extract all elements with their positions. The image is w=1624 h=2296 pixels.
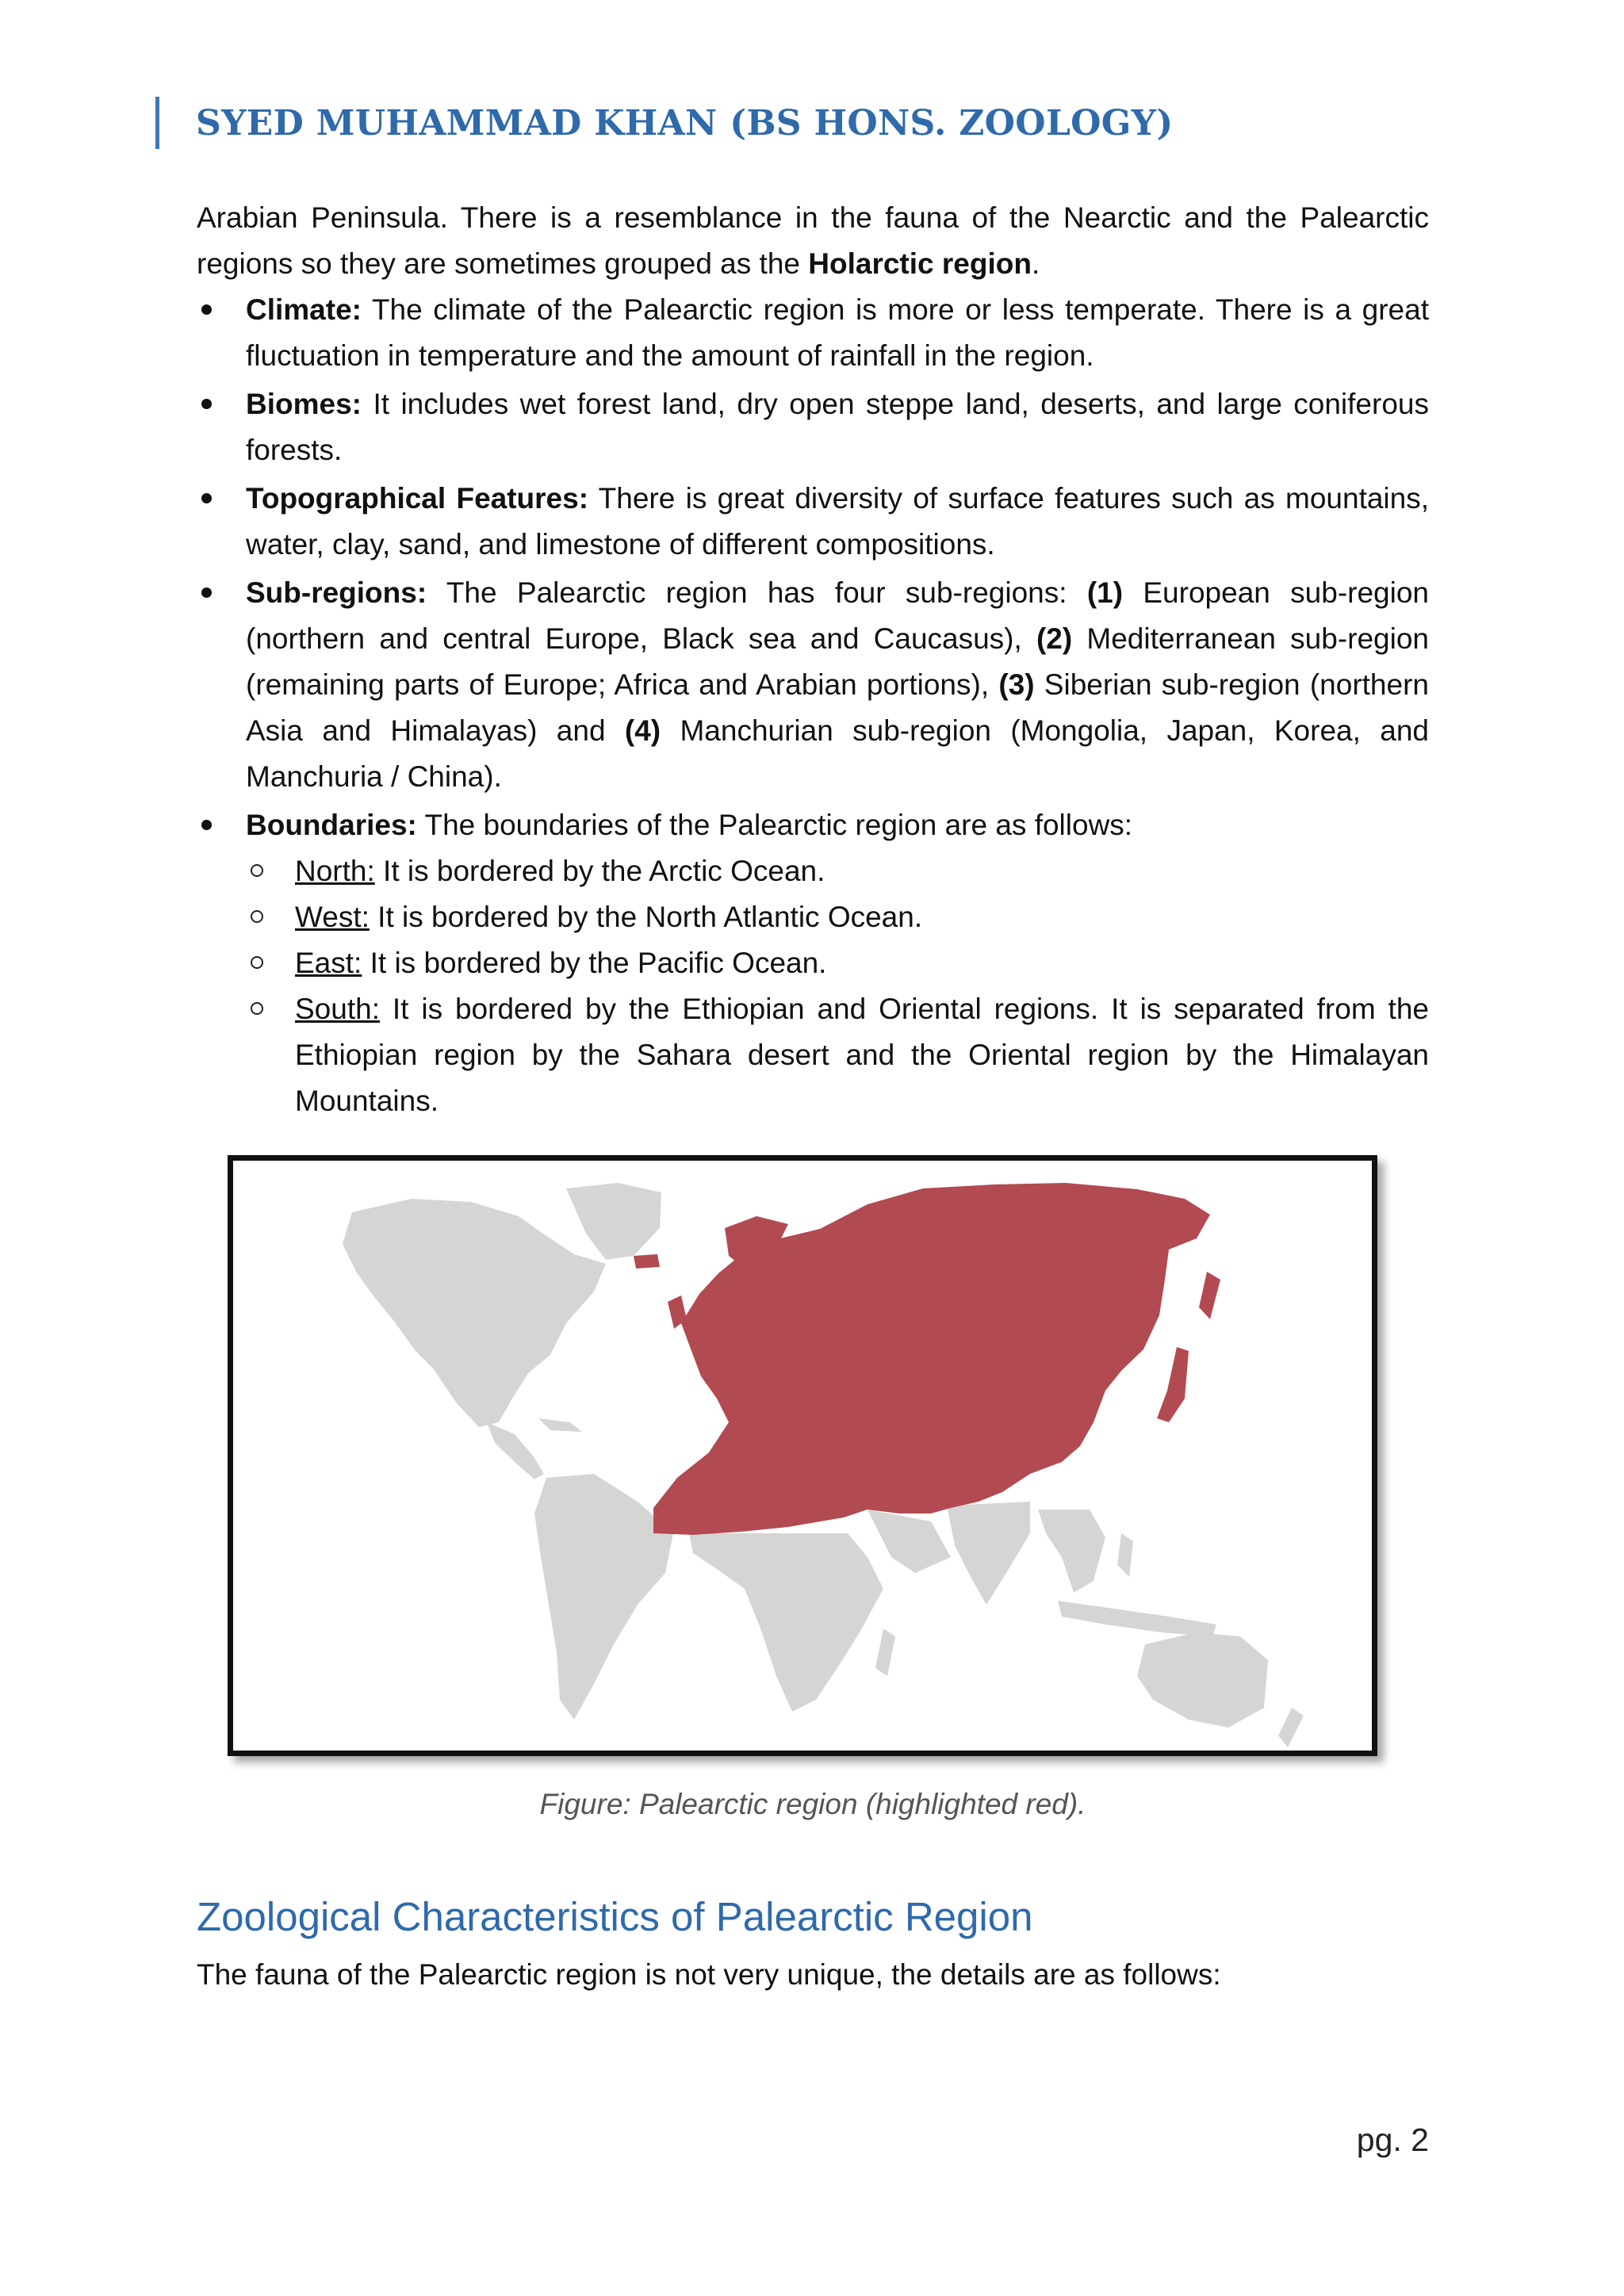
bullet-dot-icon bbox=[201, 587, 212, 598]
boundary-text: It is bordered by the Ethiopian and Oriental regions. It is separated from the Ethiopian region by the Sahara desert and the Oriental region by the Himalayan Mountains. bbox=[295, 993, 1429, 1117]
bullet-text: The climate of the Palearctic region is more or less temperate. There is a great fluctuation in temperature and the amount of rainfall in the region. bbox=[246, 293, 1429, 372]
boundary-label: North: bbox=[295, 855, 375, 887]
intro-paragraph bbox=[197, 195, 1429, 287]
boundary-north bbox=[246, 848, 1429, 894]
boundary-east bbox=[246, 940, 1429, 986]
india bbox=[947, 1502, 1030, 1605]
subregion-number: (3) bbox=[998, 668, 1035, 701]
arabia bbox=[868, 1510, 951, 1573]
subregion-number: (1) bbox=[1086, 576, 1124, 609]
bullet-boundaries bbox=[197, 802, 1429, 1124]
section-heading: Zoological Characteristics of Palearctic Region bbox=[197, 1894, 1033, 1939]
circle-bullet-icon bbox=[251, 1002, 263, 1015]
bullet-term: Boundaries: bbox=[246, 809, 417, 841]
subregion-number: (2) bbox=[1036, 622, 1073, 655]
north-america bbox=[343, 1199, 606, 1427]
world-map-svg bbox=[233, 1161, 1372, 1751]
bullet-dot-icon bbox=[201, 820, 212, 830]
boundary-text: It is bordered by the Pacific Ocean. bbox=[362, 947, 827, 979]
australia bbox=[1137, 1632, 1268, 1728]
bullet-subregions bbox=[197, 570, 1429, 800]
southeast-asia bbox=[1038, 1510, 1105, 1593]
characteristics-list bbox=[197, 287, 1429, 1127]
boundary-south bbox=[246, 986, 1429, 1124]
bullet-dot-icon bbox=[201, 493, 212, 503]
palearctic-iceland bbox=[634, 1254, 660, 1269]
bullet-climate bbox=[197, 287, 1429, 379]
page-header bbox=[155, 97, 1174, 149]
circle-bullet-icon bbox=[251, 864, 263, 877]
bullet-text: It includes wet forest land, dry open steppe land, deserts, and large coniferous forests. bbox=[246, 388, 1429, 466]
intro-text-before: Arabian Peninsula. There is a resemblance in the fauna of the Nearctic and the Palearctic regions so they are sometimes grouped as the bbox=[197, 201, 1429, 280]
caribbean bbox=[538, 1418, 582, 1432]
boundary-west bbox=[246, 894, 1429, 940]
indonesia bbox=[1058, 1601, 1216, 1636]
bullet-dot-icon bbox=[201, 304, 212, 315]
central-america bbox=[487, 1422, 544, 1479]
bullet-topography bbox=[197, 476, 1429, 568]
bullet-biomes bbox=[197, 381, 1429, 473]
intro-bold-term: Holarctic region bbox=[808, 247, 1032, 280]
bullet-term: Sub-regions: bbox=[246, 576, 427, 609]
circle-bullet-icon bbox=[251, 956, 263, 969]
madagascar bbox=[875, 1628, 895, 1676]
page-number: pg. 2 bbox=[1356, 2122, 1429, 2158]
africa-south bbox=[689, 1533, 883, 1712]
boundary-label: West: bbox=[295, 901, 370, 933]
figure-caption: Figure: Palearctic region (highlighted red). bbox=[539, 1788, 1086, 1820]
greenland bbox=[566, 1183, 661, 1260]
palearctic-region bbox=[634, 1183, 1220, 1535]
bullet-text: There is great diversity of surface features such as mountains, water, clay, sand, and limestone of different compositions. bbox=[246, 482, 1429, 561]
boundary-text: It is bordered by the North Atlantic Ocean. bbox=[369, 901, 923, 933]
palearctic-japan bbox=[1157, 1347, 1189, 1422]
bullet-text: Manchurian sub-region (Mongolia, Japan, Korea, and Manchuria / China). bbox=[246, 714, 1429, 793]
bullet-term: Topographical Features: bbox=[246, 482, 589, 515]
bullet-dot-icon bbox=[201, 399, 212, 409]
bullet-text: European sub-region (northern and central Europe, Black sea and Caucasus), bbox=[246, 576, 1429, 655]
header-title: SYED MUHAMMAD KHAN (BS HONS. ZOOLOGY) bbox=[196, 102, 1174, 144]
subregion-number: (4) bbox=[624, 714, 661, 747]
bullet-text: Mediterranean sub-region (remaining parts of Europe; Africa and Arabian portions), bbox=[246, 622, 1429, 701]
section-intro: The fauna of the Palearctic region is not very unique, the details are as follows: bbox=[197, 1958, 1221, 1991]
philippines bbox=[1117, 1533, 1133, 1577]
south-america bbox=[534, 1474, 673, 1720]
boundary-text: It is bordered by the Arctic Ocean. bbox=[374, 855, 825, 887]
circle-bullet-icon bbox=[251, 910, 263, 923]
boundaries-list bbox=[246, 848, 1429, 1124]
bullet-term: Biomes: bbox=[246, 388, 362, 420]
new-zealand bbox=[1278, 1708, 1304, 1747]
bullet-term: Climate: bbox=[246, 293, 362, 326]
boundary-label: East: bbox=[295, 947, 362, 979]
palearctic-kamchatka bbox=[1199, 1272, 1220, 1319]
intro-text-after: . bbox=[1031, 247, 1040, 280]
world-map-figure bbox=[228, 1155, 1377, 1756]
bullet-text: The boundaries of the Palearctic region are as follows: bbox=[416, 809, 1133, 841]
boundary-label: South: bbox=[295, 993, 380, 1025]
bullet-text: Siberian sub-region (northern Asia and Himalayas) and bbox=[246, 668, 1429, 747]
bullet-text: The Palearctic region has four sub-regions: bbox=[427, 576, 1087, 609]
